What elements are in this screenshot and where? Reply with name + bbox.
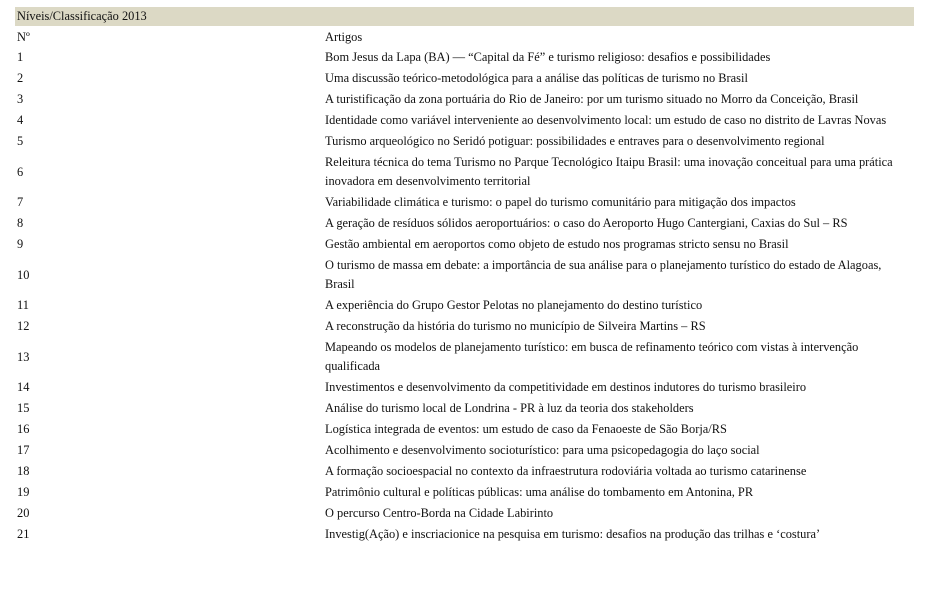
article-title: Análise do turismo local de Londrina - PR à luz da teoria dos stakeholders	[325, 401, 694, 415]
article-title: A turistificação da zona portuária do Rio de Janeiro: por um turismo situado no Morro da Conceição, Brasil	[325, 92, 859, 106]
row-number: 10	[17, 267, 30, 282]
row-number: 5	[17, 134, 24, 148]
row-number: 7	[17, 195, 24, 209]
table-row	[15, 234, 914, 255]
article-title: Investimentos e desenvolvimento da competitividade em destinos indutores do turismo brasileiro	[325, 380, 807, 394]
articles-table	[15, 26, 914, 545]
article-title: A reconstrução da história do turismo no município de Silveira Martins – RS	[325, 319, 706, 333]
row-number: 13	[17, 349, 30, 364]
article-title: Releitura técnica do tema Turismo no Parque Tecnológico Itaipu Brasil: uma inovação conceitual para uma prática inovadora em desenvolvimento territorial	[325, 155, 893, 188]
row-number: 9	[17, 237, 24, 251]
table-row	[15, 461, 914, 482]
row-number: 12	[17, 319, 30, 333]
table-row	[15, 440, 914, 461]
row-number: 20	[17, 506, 30, 520]
article-title: Investig(Ação) e inscriacionice na pesquisa em turismo: desafios na produção das trilhas e ‘costura’	[325, 527, 821, 541]
article-title: Logística integrada de eventos: um estudo de caso da Fenaoeste de São Borja/RS	[325, 422, 727, 436]
table-row	[15, 482, 914, 503]
table-row	[15, 295, 914, 316]
table-row	[15, 89, 914, 110]
article-title: A geração de resíduos sólidos aeroportuários: o caso do Aeroporto Hugo Cantergiani, Caxias do Sul – RS	[325, 216, 848, 230]
row-number: 17	[17, 443, 30, 457]
row-number: 21	[17, 527, 30, 541]
article-title: A formação socioespacial no contexto da infraestrutura rodoviária voltada ao turismo catarinense	[325, 464, 807, 478]
article-title: Patrimônio cultural e políticas públicas: uma análise do tombamento em Antonina, PR	[325, 485, 754, 499]
table-row	[15, 192, 914, 213]
row-number: 2	[17, 71, 24, 85]
table-row	[15, 131, 914, 152]
table-row	[15, 524, 914, 545]
article-title: Turismo arqueológico no Seridó potiguar: possibilidades e entraves para o desenvolvimento regional	[325, 134, 825, 148]
table-row	[15, 47, 914, 68]
row-number: 18	[17, 464, 30, 478]
table-row	[15, 503, 914, 524]
article-title: Identidade como variável interveniente ao desenvolvimento local: um estudo de caso no distrito de Lavras Novas	[325, 113, 887, 127]
article-title: Mapeando os modelos de planejamento turístico: em busca de refinamento teórico com vistas à intervenção qualificada	[325, 340, 859, 373]
row-number: 11	[17, 298, 29, 312]
row-number: 3	[17, 92, 24, 106]
section-title: Níveis/Classificação 2013	[17, 9, 147, 23]
row-number: 16	[17, 422, 30, 436]
row-number: 8	[17, 216, 24, 230]
table-row	[15, 316, 914, 337]
article-title: O percurso Centro-Borda na Cidade Labirinto	[325, 506, 554, 520]
table-row	[15, 337, 914, 377]
row-number: 19	[17, 485, 30, 499]
row-number: 14	[17, 380, 30, 394]
table-row	[15, 377, 914, 398]
column-header-row	[15, 26, 914, 47]
article-title: Variabilidade climática e turismo: o papel do turismo comunitário para mitigação dos impactos	[325, 195, 796, 209]
row-number: 6	[17, 164, 24, 179]
article-title: Acolhimento e desenvolvimento socioturístico: para uma psicopedagogia do laço social	[325, 443, 760, 457]
table-row	[15, 255, 914, 295]
article-title: O turismo de massa em debate: a importância de sua análise para o planejamento turístico do estado de Alagoas, Brasil	[325, 258, 882, 291]
section-header	[15, 7, 914, 26]
table-row	[15, 152, 914, 192]
articles-table-body	[15, 26, 914, 545]
article-title: Uma discussão teórico-metodológica para a análise das políticas de turismo no Brasil	[325, 71, 748, 85]
table-row	[15, 213, 914, 234]
table-row	[15, 419, 914, 440]
document	[15, 7, 914, 545]
article-title: Bom Jesus da Lapa (BA) — “Capital da Fé” e turismo religioso: desafios e possibilidades	[325, 50, 771, 64]
table-row	[15, 68, 914, 89]
article-title: A experiência do Grupo Gestor Pelotas no planejamento do destino turístico	[325, 298, 703, 312]
row-number: 4	[17, 113, 24, 127]
table-row	[15, 110, 914, 131]
table-row	[15, 398, 914, 419]
column-header-articles: Artigos	[325, 29, 363, 44]
column-header-number: Nº	[17, 29, 30, 44]
article-title: Gestão ambiental em aeroportos como objeto de estudo nos programas stricto sensu no Brasil	[325, 237, 789, 251]
row-number: 15	[17, 401, 30, 415]
row-number: 1	[17, 50, 24, 64]
